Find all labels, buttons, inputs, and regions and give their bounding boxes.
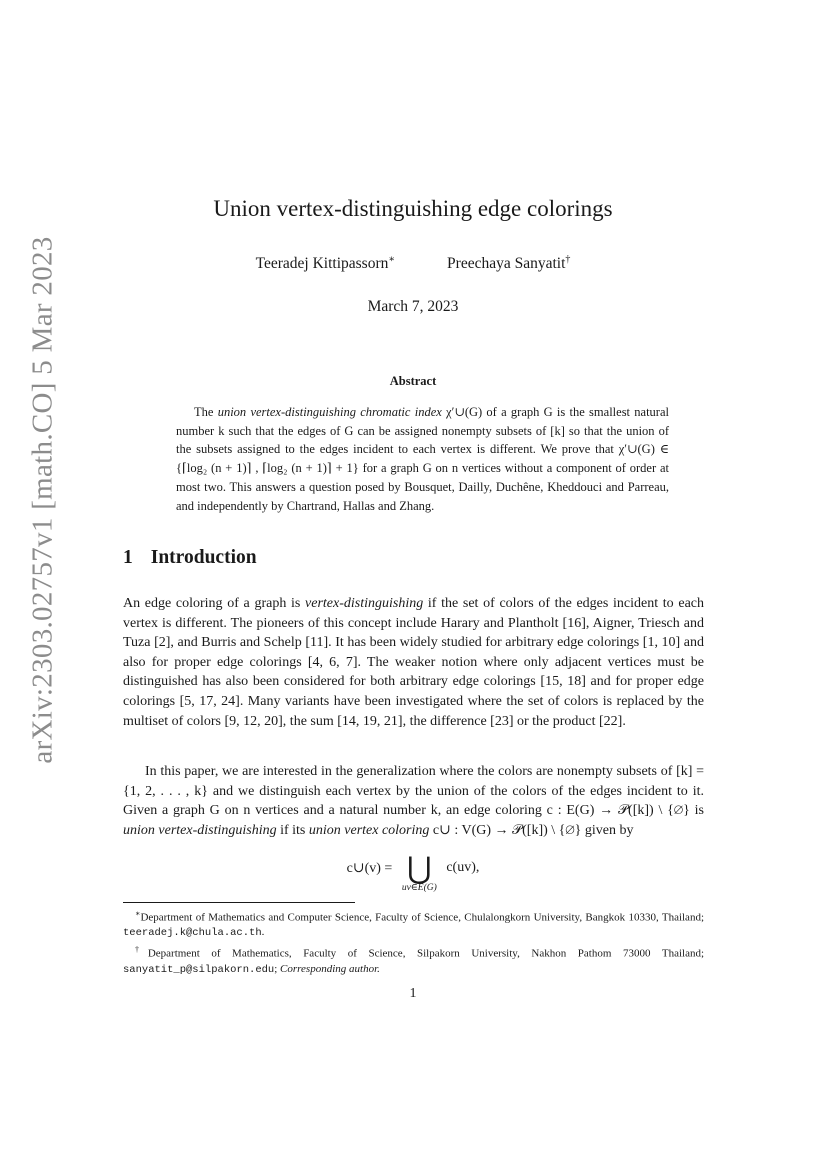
author-2-mark: †: [565, 254, 571, 265]
bigcup-symbol: ⋃: [407, 852, 432, 885]
author-2: [447, 254, 570, 273]
display-equation: [0, 854, 826, 893]
footnote-2-email: sanyatit_p@silpakorn.edu: [123, 963, 275, 976]
intro-p1-emphasis: vertex-distinguishing: [305, 596, 424, 611]
footnote-2-text: Department of Mathematics, Faculty of Science, Silpakorn University, Nakhon Pathom 73000 Thailand;: [147, 947, 705, 960]
intro-p2-text-2: if its: [276, 822, 309, 838]
abstract-emphasis: union vertex-distinguishing chromatic index: [217, 405, 442, 419]
footnote-1-end: .: [261, 926, 265, 939]
footnote-1-email: teeradej.k@chula.ac.th: [123, 927, 262, 940]
page-number: 1: [409, 986, 417, 1001]
footnote-rule: [123, 902, 355, 903]
footnote-1-text: Department of Mathematics and Computer Science, Faculty of Science, Chulalongkorn University, Bangkok 10330, Thailand;: [140, 911, 704, 924]
footnote-1: [123, 907, 704, 941]
paper-date: March 7, 2023: [367, 298, 459, 315]
paper-title: Union vertex-distinguishing edge colorings: [213, 196, 613, 221]
equation-union-operator: [402, 854, 437, 893]
intro-paragraph-1: [123, 594, 704, 731]
section-title: Introduction: [150, 547, 257, 568]
footnote-2-emphasis: Corresponding author.: [280, 962, 380, 975]
author-list: [0, 254, 826, 273]
section-heading-introduction: [123, 547, 257, 569]
abstract-text-1: The: [194, 405, 218, 419]
author-1-mark: ∗: [388, 254, 396, 265]
footnotes: [123, 907, 704, 980]
intro-p2-text-3: c∪ : V(G) → 𝒫([k]) \ {∅} given by: [429, 822, 634, 838]
abstract-text-2: χ′∪(G) of a graph G is the smallest natural number k such that the edges of G can be assigned nonempty subsets of [k] so that the union of the subsets assigned to the edges incident to each vertex is different. We prove that χ′∪(G) ∈ {⌈log₂ (n + 1)⌉ , ⌈log₂ (n + 1)⌉ + 1} for a graph G on n vertices without a component of order at most two. This answers a question posed by Bousquet, Dailly, Duchêne, Kheddouci and Parreau, and independently by Chartrand, Hallas and Zhang.: [176, 405, 669, 513]
intro-paragraph-2: [123, 762, 704, 840]
footnote-2-mark: †: [135, 945, 148, 955]
equation-rhs: c(uv),: [446, 860, 480, 875]
abstract-body: [176, 403, 669, 515]
footnote-1-mark: ∗: [135, 909, 141, 918]
intro-p2-emphasis-2: union vertex coloring: [308, 822, 430, 838]
intro-p2-emphasis-1: union vertex-distinguishing: [123, 822, 277, 838]
section-number: 1: [123, 547, 133, 568]
abstract-heading: Abstract: [389, 374, 437, 388]
footnote-2: [123, 943, 704, 977]
arxiv-id-text: arXiv:2303.02757v1 [math.CO] 5 Mar 2023: [26, 236, 59, 764]
author-1-name: Teeradej Kittipassorn: [255, 255, 389, 273]
author-2-name: Preechaya Sanyatit: [447, 255, 566, 273]
author-1: [256, 254, 396, 273]
equation-subscript: uv∈E(G): [401, 883, 437, 893]
equation-lhs: c∪(v) =: [346, 861, 393, 876]
footnote-2-separator: ;: [274, 962, 281, 975]
intro-p1-text-2: if the set of colors of the edges incident to each vertex is different. The pioneers of this concept include Harary and Plantholt [16], Aigner, Triesch and Tuza [2], and Burris and Schelp [11]. It has been widely studied for arbitrary edge colorings [1, 10] and also for proper edge colorings [4, 6, 7]. The weaker notion where only adjacent vertices must be distinguished has also been considered for both arbitrary edge colorings [15, 18] and for proper edge colorings [5, 17, 24]. Many variants have been investigated where the set of colors is replaced by the multiset of colors [9, 12, 20], the sum [14, 19, 21], the difference [23] or the product [22].: [123, 596, 704, 729]
intro-p1-text-1: An edge coloring of a graph is: [123, 596, 306, 611]
intro-p2-text-1: In this paper, we are interested in the generalization where the colors are nonempty subsets of [k] = {1, 2, . . . , k} and we distinguish each vertex by the union of the colors of the edges incident to it. Given a graph G on n vertices and a natural number k, an edge coloring c : E(G) → 𝒫([k]) \ {∅} is: [123, 764, 704, 819]
